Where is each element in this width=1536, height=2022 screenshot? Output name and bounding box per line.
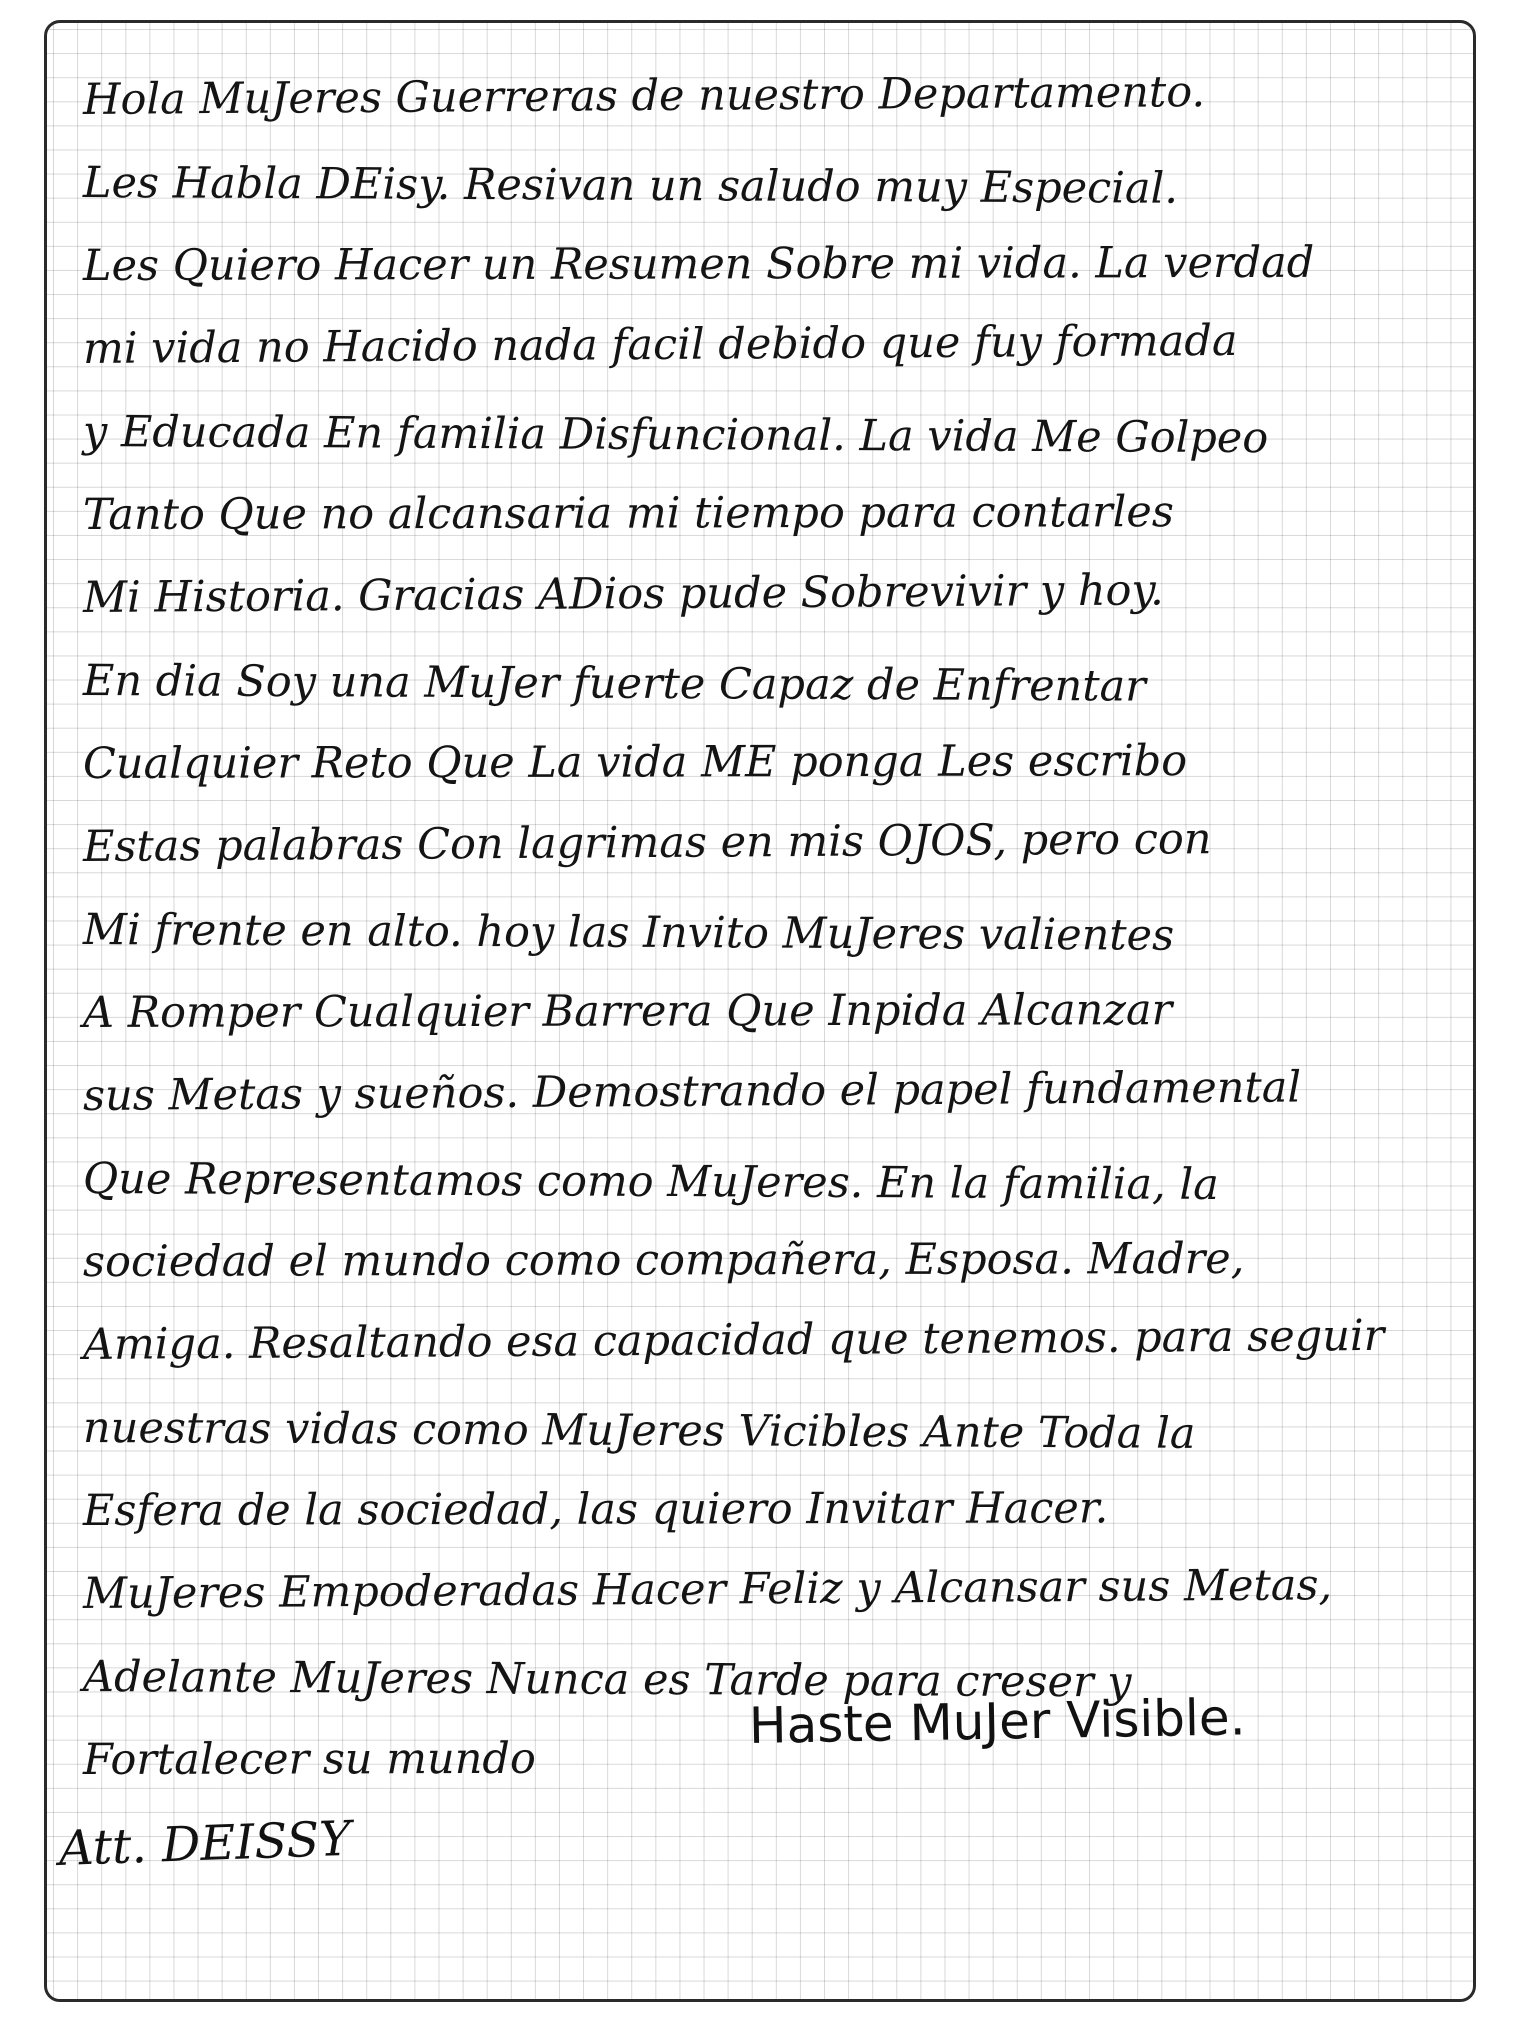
letter-line: sus Metas y sueños. Demostrando el papel fundamental [82, 1062, 1302, 1121]
letter-line: Cualquier Reto Que La vida ME ponga Les escribo [82, 736, 1188, 789]
signature: Att. DEISSY [58, 1810, 352, 1877]
letter-line: A Romper Cualquier Barrera Que Inpida Alcanzar [82, 985, 1173, 1038]
letter-line: Esfera de la sociedad, las quiero Invitar Hacer. [82, 1483, 1109, 1536]
letter-body [83, 59, 1443, 1802]
letter-line: Les Habla DEisy. Resivan un saludo muy Especial. [82, 158, 1179, 214]
letter-line: MuJeres Empoderadas Hacer Feliz y Alcansar sus Metas, [82, 1560, 1333, 1619]
letter-line: nuestras vidas como MuJeres Vicibles Ante Toda la [82, 1403, 1196, 1459]
letter-line: Les Quiero Hacer un Resumen Sobre mi vida. La verdad [82, 237, 1315, 291]
letter-line: Adelante MuJeres Nunca es Tarde para creser y [82, 1652, 1132, 1708]
letter-line: Fortalecer su mundo [82, 1733, 536, 1785]
letter-line: Estas palabras Con lagrimas en mis OJOS, pero con [82, 814, 1212, 872]
closing-line: Haste MuJer Visible. [748, 1688, 1246, 1755]
letter-line: mi vida no Hacido nada facil debido que fuy formada [82, 315, 1238, 374]
letter-line: Mi frente en alto. hoy las Invito MuJeres valientes [82, 905, 1175, 961]
notebook-page [44, 20, 1476, 2002]
letter-line: Que Representamos como MuJeres. En la familia, la [82, 1154, 1219, 1210]
letter-line: y Educada En familia Disfuncional. La vida Me Golpeo [82, 407, 1269, 464]
letter-line: Tanto Que no alcansaria mi tiempo para contarles [82, 487, 1174, 540]
letter-line: En dia Soy una MuJer fuerte Capaz de Enfrentar [82, 656, 1146, 712]
letter-line: sociedad el mundo como compañera, Esposa. Madre, [82, 1233, 1245, 1287]
letter-line: Amiga. Resaltando esa capacidad que tenemos. para seguir [82, 1310, 1385, 1370]
letter-line: Mi Historia. Gracias ADios pude Sobrevivir y hoy. [82, 565, 1164, 623]
letter-line: Hola MuJeres Guerreras de nuestro Departamento. [82, 67, 1206, 125]
